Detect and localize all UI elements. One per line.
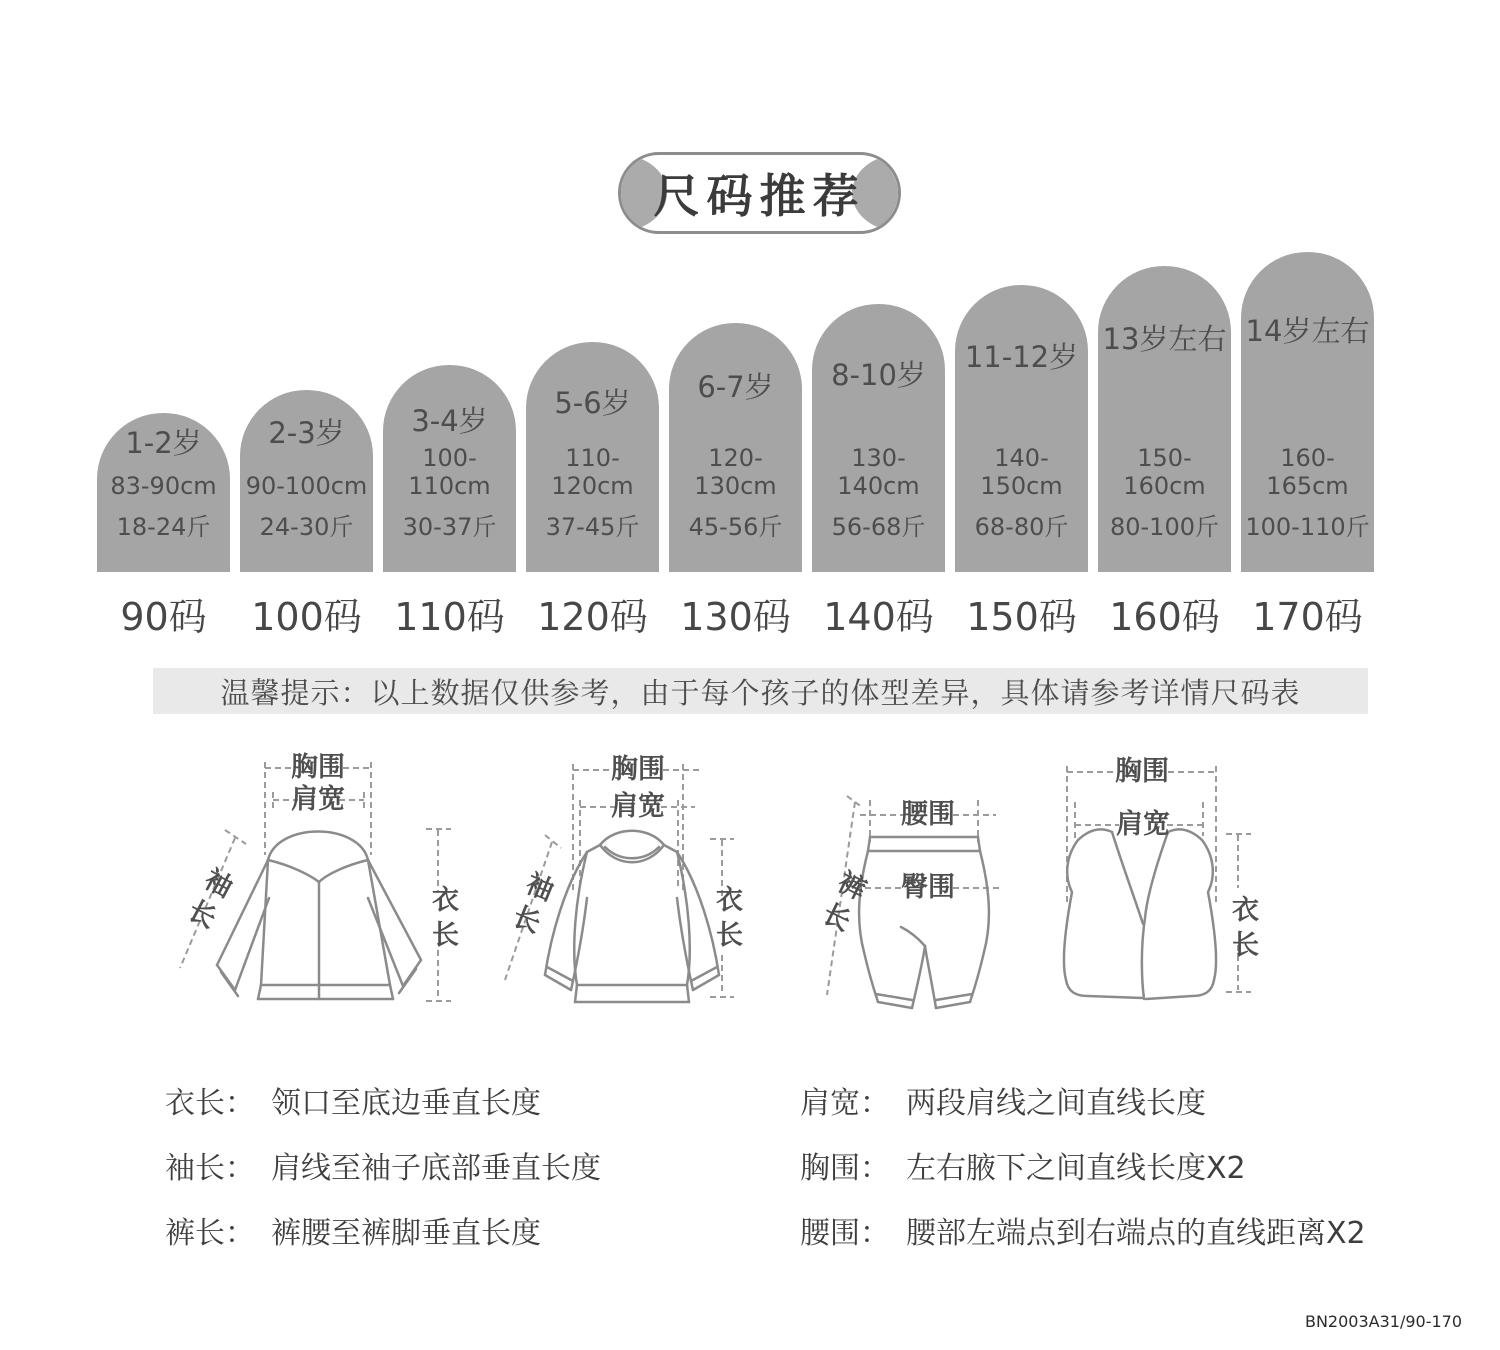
pants-waist-label: 腰围 <box>901 799 955 830</box>
sweatshirt-sleeve-label: 袖长 <box>502 866 557 944</box>
weight-range: 100-110斤 <box>1245 513 1370 541</box>
size-column-150 <box>955 285 1088 641</box>
size-arch <box>383 365 516 572</box>
jacket-measure-diagram <box>165 750 475 1040</box>
jacket-length-label: 衣长 <box>427 885 458 955</box>
definition-term: 袖长： <box>165 1151 255 1186</box>
size-column-140 <box>812 304 945 641</box>
jacket-outline <box>217 832 421 1000</box>
size-arch <box>955 285 1088 572</box>
size-arch <box>812 304 945 572</box>
age-range: 13岁左右 <box>1102 322 1227 356</box>
size-arch <box>240 390 373 572</box>
jacket-sleeve-label: 袖长 <box>176 861 237 939</box>
size-column-110 <box>383 365 516 641</box>
size-chart <box>97 252 1374 641</box>
size-column-100 <box>240 390 373 641</box>
definition-term: 衣长： <box>165 1086 255 1121</box>
size-code: 110码 <box>394 595 505 639</box>
size-arch <box>1241 252 1374 572</box>
weight-range: 80-100斤 <box>1109 513 1219 541</box>
height-range: 90-100cm <box>245 472 368 500</box>
size-code: 100码 <box>251 595 362 639</box>
sweatshirt-shoulder-label: 肩宽 <box>611 791 665 822</box>
definition-term: 裤长： <box>165 1216 255 1251</box>
size-arch <box>1098 266 1231 572</box>
definition-term: 腰围： <box>800 1216 890 1251</box>
size-arch <box>669 323 802 572</box>
notice-banner <box>153 668 1368 714</box>
sweatshirt-length-label: 衣长 <box>711 885 742 955</box>
height-range: 120-130cm <box>694 444 777 500</box>
definition-row <box>165 1208 601 1251</box>
definition-term: 胸围： <box>800 1151 890 1186</box>
weight-range: 45-56斤 <box>688 513 783 541</box>
pants-outline <box>859 837 989 1008</box>
age-range: 6-7岁 <box>697 370 774 404</box>
notice-text: 温馨提示：以上数据仅供参考，由于每个孩子的体型差异，具体请参考详情尺码表 <box>220 675 1301 710</box>
age-range: 3-4岁 <box>411 404 488 438</box>
definitions-right-column <box>800 1078 1366 1273</box>
definition-row <box>165 1078 601 1121</box>
size-column-170 <box>1241 252 1374 641</box>
definition-row <box>800 1078 1366 1121</box>
size-column-160 <box>1098 266 1231 641</box>
pants-measure-diagram <box>805 750 1035 1040</box>
product-code: BN2003A31/90-170 <box>1304 1312 1462 1331</box>
size-arch <box>97 413 230 572</box>
weight-range: 30-37斤 <box>402 513 497 541</box>
size-code: 150码 <box>966 595 1077 639</box>
height-range: 130-140cm <box>837 444 920 500</box>
size-code: 140码 <box>823 595 934 639</box>
definition-term: 肩宽： <box>800 1086 890 1121</box>
height-range: 160-165cm <box>1266 444 1349 500</box>
sweatshirt-outline <box>545 831 719 1002</box>
size-column-130 <box>669 323 802 641</box>
weight-range: 24-30斤 <box>259 513 354 541</box>
definition-row <box>165 1143 601 1186</box>
jacket-chest-label: 胸围 <box>291 752 345 783</box>
height-range: 150-160cm <box>1123 444 1206 500</box>
height-range: 100-110cm <box>408 444 491 500</box>
vest-outline <box>1064 829 1216 999</box>
definition-desc: 两段肩线之间直线长度 <box>906 1086 1206 1121</box>
age-range: 1-2岁 <box>125 426 202 460</box>
vest-chest-label: 胸围 <box>1115 756 1169 787</box>
weight-range: 68-80斤 <box>974 513 1069 541</box>
weight-range: 56-68斤 <box>831 513 926 541</box>
definition-desc: 腰部左端点到右端点的直线距离X2 <box>906 1216 1366 1251</box>
age-range: 2-3岁 <box>268 416 345 450</box>
definition-row <box>800 1143 1366 1186</box>
definition-desc: 领口至底边垂直长度 <box>271 1086 541 1121</box>
height-range: 140-150cm <box>980 444 1063 500</box>
age-range: 11-12岁 <box>964 340 1079 374</box>
jacket-shoulder-label: 肩宽 <box>291 784 345 815</box>
vest-length-label: 衣长 <box>1227 895 1258 965</box>
size-column-90 <box>97 413 230 641</box>
definition-row <box>800 1208 1366 1251</box>
size-code: 120码 <box>537 595 648 639</box>
size-column-120 <box>526 342 659 641</box>
pants-length-label: 裤长 <box>811 864 870 942</box>
vest-shoulder-label: 肩宽 <box>1116 809 1170 840</box>
pants-hip-label: 臀围 <box>901 872 955 903</box>
vest-measure-diagram <box>1040 740 1300 1040</box>
page-title: 尺码推荐 <box>653 169 866 223</box>
age-range: 8-10岁 <box>831 358 926 392</box>
sweatshirt-measure-diagram <box>495 750 805 1040</box>
weight-range: 37-45斤 <box>545 513 640 541</box>
definition-desc: 裤腰至裤脚垂直长度 <box>271 1216 541 1251</box>
size-code: 90码 <box>120 595 207 639</box>
definition-desc: 肩线至袖子底部垂直长度 <box>271 1151 601 1186</box>
size-code: 170码 <box>1252 595 1363 639</box>
height-range: 83-90cm <box>110 472 217 500</box>
size-arch <box>526 342 659 572</box>
definitions-left-column <box>165 1078 601 1273</box>
size-code: 160码 <box>1109 595 1220 639</box>
height-range: 110-120cm <box>551 444 634 500</box>
age-range: 14岁左右 <box>1245 314 1370 348</box>
age-range: 5-6岁 <box>554 386 631 420</box>
weight-range: 18-24斤 <box>116 513 211 541</box>
definition-desc: 左右腋下之间直线长度X2 <box>906 1151 1246 1186</box>
title-capsule <box>618 152 901 234</box>
size-code: 130码 <box>680 595 791 639</box>
sweatshirt-chest-label: 胸围 <box>611 754 665 785</box>
